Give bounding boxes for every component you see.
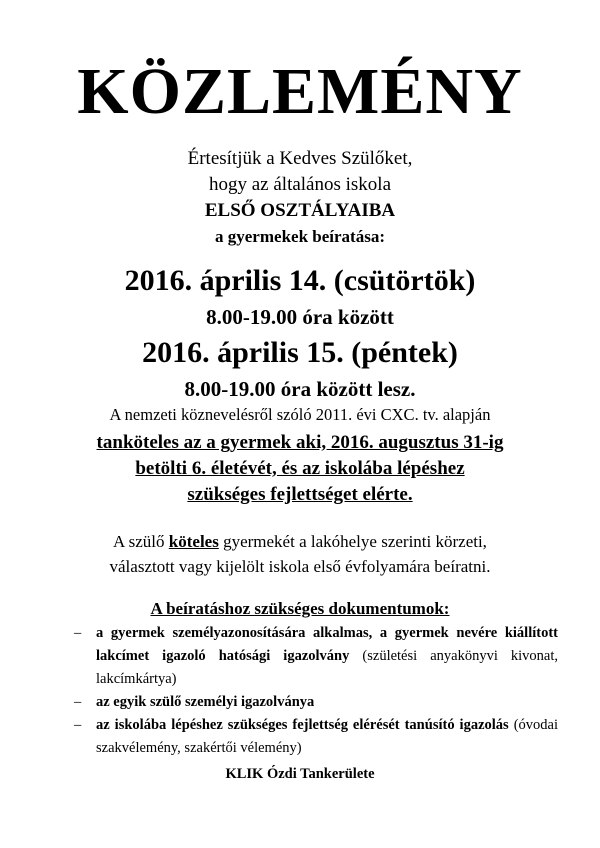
- intro-line: hogy az általános iskola: [208, 174, 392, 195]
- intro-line: Értesítjük a Kedves Szülőket,: [187, 148, 413, 169]
- document-item-main: a gyermek személyazonosítására alkalmas, a gyermek nevére kiállított lakcímet igazoló hatósági igazolvány: [96, 625, 558, 664]
- date-day-1: 2016. április 14. (csütörtök): [124, 264, 476, 297]
- intro-enrolment: a gyermekek beíratása:: [215, 227, 385, 246]
- date-time-1: 8.00-19.00 óra között: [206, 305, 394, 329]
- document-item: [74, 622, 559, 691]
- parent-duty: [0, 529, 600, 579]
- document-item-main: az egyik szülő személyi igazolványa: [96, 694, 315, 710]
- signature: KLIK Ózdi Tankerülete: [225, 766, 375, 782]
- parent-duty-post: gyermekét a lakóhelye szerinti körzeti,: [218, 532, 487, 551]
- condition-line: tanköteles az a gyermek aki, 2016. augusztus 31-ig: [96, 432, 504, 453]
- page-title: KÖZLEMÉNY: [77, 55, 523, 128]
- intro-first-grades: ELSŐ OSZTÁLYAIBA: [204, 200, 396, 221]
- parent-duty-line: [0, 529, 600, 554]
- enrolment-dates: [0, 262, 600, 406]
- parent-duty-line: választott vagy kijelölt iskola első évfolyamára beíratni.: [109, 557, 491, 576]
- intro-block: [0, 146, 600, 250]
- dash-bullet: –: [74, 694, 82, 710]
- document-item: [74, 714, 558, 760]
- document-item-main: az iskolába lépéshez szükséges fejlettség elérését tanúsító igazolás: [96, 717, 509, 733]
- law-reference: A nemzeti köznevelésről szóló 2011. évi CXC. tv. alapján: [109, 405, 491, 424]
- documents-list: [74, 622, 559, 760]
- dash-bullet: –: [74, 625, 82, 641]
- document-item-note: (születési anyakönyvi kivonat, lakcímkártya): [96, 648, 559, 687]
- date-time-2: 8.00-19.00 óra között lesz.: [184, 377, 416, 401]
- dash-bullet: –: [74, 717, 82, 733]
- condition-line: szükséges fejlettséget elérte.: [187, 484, 413, 505]
- documents-heading: A beíratáshoz szükséges dokumentumok:: [150, 599, 450, 618]
- eligibility-condition: [0, 430, 600, 508]
- parent-duty-mandatory: köteles: [168, 532, 219, 551]
- parent-duty-pre: A szülő: [113, 532, 169, 551]
- document-item: [74, 691, 558, 714]
- date-day-2: 2016. április 15. (péntek): [142, 336, 458, 369]
- condition-line: betölti 6. életévét, és az iskolába lépéshez: [135, 458, 465, 479]
- document-item-note: (óvodai szakvélemény, szakértői vélemény): [96, 717, 558, 756]
